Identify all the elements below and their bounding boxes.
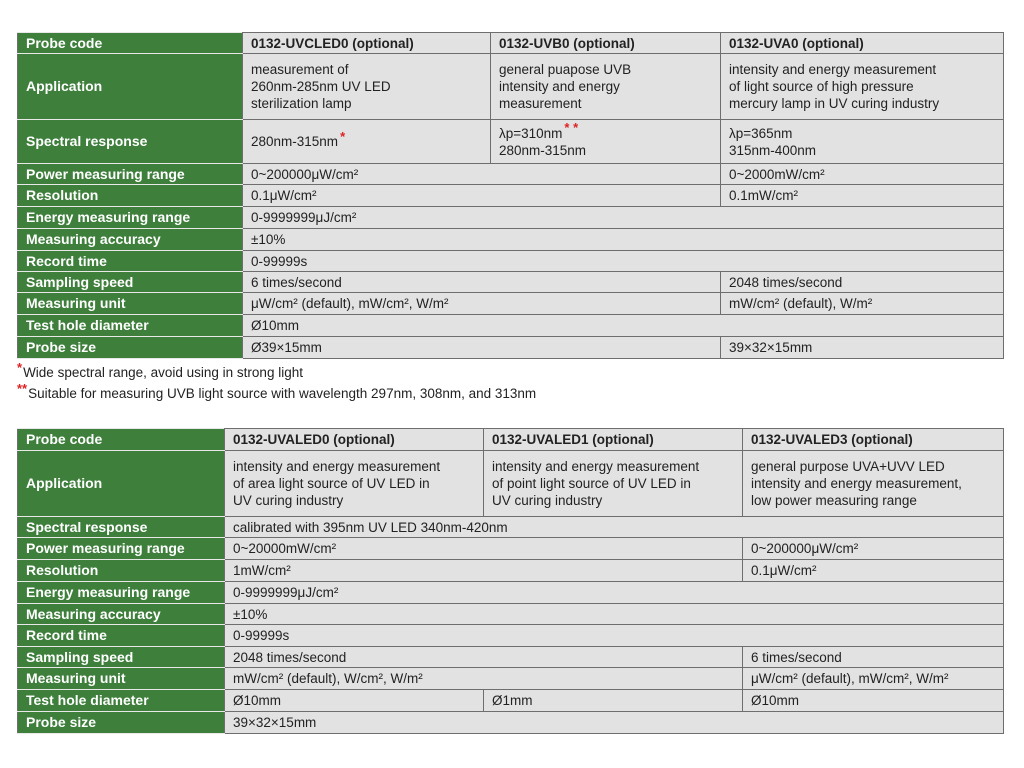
cell-text: λp=365nm 315nm-400nm bbox=[729, 125, 817, 158]
cell-text: general purpose UVA+UVV LED intensity and energy measurement, low power measuring range bbox=[751, 459, 962, 508]
spec-value-cell bbox=[243, 185, 721, 207]
asterisk-mark: ** bbox=[17, 380, 28, 396]
spec-value-cell bbox=[243, 315, 1004, 337]
spec-row bbox=[18, 429, 1004, 451]
cell-text: 0.1mW/cm² bbox=[729, 188, 798, 203]
cell-text: measurement of 260nm-285nm UV LED sterilization lamp bbox=[251, 62, 391, 111]
spec-row bbox=[18, 538, 1004, 560]
row-label: Energy measuring range bbox=[18, 582, 225, 604]
row-label: Record time bbox=[18, 251, 243, 272]
footnotes bbox=[17, 359, 537, 404]
asterisk-mark: * bbox=[340, 128, 346, 144]
row-label: Probe size bbox=[18, 712, 225, 734]
spec-value-cell bbox=[243, 229, 1004, 251]
spec-value-cell bbox=[743, 668, 1004, 690]
spec-value-cell bbox=[225, 560, 743, 582]
cell-text: intensity and energy measurement of point light source of UV LED in UV curing industry bbox=[492, 459, 700, 508]
spec-value-cell bbox=[484, 451, 743, 517]
cell-text: mW/cm² (default), W/cm², W/m² bbox=[233, 671, 423, 686]
spec-value-cell bbox=[491, 54, 721, 120]
spec-row bbox=[18, 185, 1004, 207]
row-label: Probe code bbox=[18, 429, 225, 451]
row-label: Test hole diameter bbox=[18, 315, 243, 337]
spec-value-cell bbox=[225, 690, 484, 712]
cell-text: ±10% bbox=[251, 232, 286, 247]
cell-text: 0~200000μW/cm² bbox=[751, 541, 859, 556]
spec-row bbox=[18, 315, 1004, 337]
footnote-text: Wide spectral range, avoid using in strong light bbox=[23, 365, 303, 380]
spec-row bbox=[18, 604, 1004, 625]
spec-value-cell bbox=[243, 272, 721, 293]
spec-value-cell bbox=[484, 690, 743, 712]
row-label: Record time bbox=[18, 625, 225, 647]
spec-value-cell bbox=[243, 293, 721, 315]
spec-value-cell bbox=[721, 54, 1004, 120]
probe-code-cell bbox=[225, 429, 484, 451]
row-label: Measuring unit bbox=[18, 668, 225, 690]
footnote-text: Suitable for measuring UVB light source with wavelength 297nm, 308nm, and 313nm bbox=[28, 386, 537, 401]
row-label: Measuring unit bbox=[18, 293, 243, 315]
spec-row bbox=[18, 120, 1004, 164]
spec-row bbox=[18, 647, 1004, 668]
cell-text: intensity and energy measurement of area light source of UV LED in UV curing industry bbox=[233, 459, 441, 508]
spec-value-cell bbox=[243, 54, 491, 120]
spec-value-cell bbox=[721, 293, 1004, 315]
spec-row bbox=[18, 207, 1004, 229]
cell-text: 0-99999s bbox=[251, 253, 308, 269]
cell-text: general puapose UVB intensity and energy measurement bbox=[499, 62, 632, 111]
row-label: Application bbox=[18, 54, 243, 120]
row-label: Measuring accuracy bbox=[18, 229, 243, 251]
probe-code-cell bbox=[491, 33, 721, 54]
spec-row bbox=[18, 451, 1004, 517]
spec-value-cell bbox=[243, 164, 721, 185]
spec-value-cell bbox=[721, 272, 1004, 293]
cell-text: 6 times/second bbox=[251, 274, 342, 290]
spec-row bbox=[18, 582, 1004, 604]
spec-row bbox=[18, 293, 1004, 315]
cell-text: Ø10mm bbox=[251, 318, 300, 333]
cell-text: 0~2000mW/cm² bbox=[729, 166, 825, 182]
spec-row bbox=[18, 251, 1004, 272]
spec-value-cell bbox=[243, 120, 491, 164]
spec-row bbox=[18, 625, 1004, 647]
row-label: Sampling speed bbox=[18, 647, 225, 668]
spec-value-cell bbox=[225, 582, 1004, 604]
spec-value-cell bbox=[243, 207, 1004, 229]
spec-value-cell bbox=[243, 337, 721, 359]
spec-value-cell bbox=[743, 647, 1004, 668]
spec-value-cell bbox=[743, 690, 1004, 712]
cell-text: 0.1μW/cm² bbox=[251, 188, 317, 203]
cell-text: Ø1mm bbox=[492, 693, 533, 708]
spec-value-cell bbox=[225, 451, 484, 517]
row-label: Test hole diameter bbox=[18, 690, 225, 712]
cell-text: calibrated with 395nm UV LED 340nm-420nm bbox=[233, 519, 508, 535]
cell-text: Ø10mm bbox=[233, 693, 282, 708]
spec-value-cell bbox=[225, 668, 743, 690]
probe-spec-table-2 bbox=[17, 428, 1004, 734]
cell-text: 0~20000mW/cm² bbox=[233, 541, 337, 556]
spec-row bbox=[18, 690, 1004, 712]
spec-value-cell bbox=[721, 164, 1004, 185]
row-label: Spectral response bbox=[18, 120, 243, 164]
cell-text: 0132-UVCLED0 (optional) bbox=[251, 35, 414, 51]
spec-row bbox=[18, 668, 1004, 690]
row-label: Application bbox=[18, 451, 225, 517]
cell-text: 2048 times/second bbox=[729, 274, 843, 290]
spec-row bbox=[18, 164, 1004, 185]
spec-value-cell bbox=[225, 625, 1004, 647]
spec-row bbox=[18, 337, 1004, 359]
footnote-2 bbox=[17, 380, 537, 404]
row-label: Resolution bbox=[18, 560, 225, 582]
cell-text: 0-99999s bbox=[233, 628, 290, 643]
cell-text: 2048 times/second bbox=[233, 649, 347, 665]
spec-value-cell bbox=[743, 560, 1004, 582]
spec-value-cell bbox=[225, 647, 743, 668]
cell-text: 1mW/cm² bbox=[233, 563, 291, 578]
cell-text: 39×32×15mm bbox=[233, 715, 317, 730]
cell-text: 6 times/second bbox=[751, 649, 842, 665]
cell-text: 0132-UVA0 (optional) bbox=[729, 35, 864, 51]
cell-text: 0.1μW/cm² bbox=[751, 563, 817, 578]
spec-value-cell bbox=[743, 538, 1004, 560]
cell-text: 0-9999999μJ/cm² bbox=[233, 585, 339, 600]
probe-code-cell bbox=[243, 33, 491, 54]
cell-text: Ø10mm bbox=[751, 693, 800, 708]
spec-value-cell bbox=[225, 712, 1004, 734]
cell-text: μW/cm² (default), mW/cm², W/m² bbox=[751, 671, 949, 686]
cell-text: 280nm-315nm bbox=[251, 134, 339, 149]
cell-text: ±10% bbox=[233, 606, 268, 622]
cell-text: 0132-UVB0 (optional) bbox=[499, 35, 635, 51]
spec-value-cell bbox=[721, 337, 1004, 359]
spec-value-cell bbox=[743, 451, 1004, 517]
cell-text: 280nm-315nm bbox=[499, 142, 587, 158]
spec-row bbox=[18, 517, 1004, 538]
spec-row bbox=[18, 33, 1004, 54]
spec-value-cell bbox=[721, 120, 1004, 164]
row-label: Energy measuring range bbox=[18, 207, 243, 229]
spec-value-cell bbox=[491, 120, 721, 164]
cell-text: 39×32×15mm bbox=[729, 340, 813, 355]
cell-text: intensity and energy measurement of light source of high pressure mercury lamp in UV curing industry bbox=[729, 62, 940, 111]
row-label: Resolution bbox=[18, 185, 243, 207]
row-label: Power measuring range bbox=[18, 164, 243, 185]
row-label: Sampling speed bbox=[18, 272, 243, 293]
spec-value-cell bbox=[721, 185, 1004, 207]
cell-text: 0132-UVALED3 (optional) bbox=[751, 432, 913, 447]
cell-text: 0~200000μW/cm² bbox=[251, 166, 359, 182]
spec-row bbox=[18, 712, 1004, 734]
row-label: Power measuring range bbox=[18, 538, 225, 560]
cell-text: mW/cm² (default), W/m² bbox=[729, 296, 873, 311]
row-label: Spectral response bbox=[18, 517, 225, 538]
probe-spec-table-1 bbox=[17, 32, 1004, 359]
row-label: Probe code bbox=[18, 33, 243, 54]
spec-value-cell bbox=[225, 517, 1004, 538]
probe-code-cell bbox=[743, 429, 1004, 451]
asterisk-mark: * * bbox=[564, 120, 579, 135]
cell-text: 0132-UVALED1 (optional) bbox=[492, 432, 654, 447]
probe-code-cell bbox=[484, 429, 743, 451]
row-label: Probe size bbox=[18, 337, 243, 359]
cell-text: 0-9999999μJ/cm² bbox=[251, 210, 357, 225]
spec-row bbox=[18, 229, 1004, 251]
cell-text: 0132-UVALED0 (optional) bbox=[233, 432, 395, 447]
probe-code-cell bbox=[721, 33, 1004, 54]
spec-value-cell bbox=[243, 251, 1004, 272]
cell-text: Ø39×15mm bbox=[251, 340, 322, 355]
asterisk-mark: * bbox=[17, 359, 23, 375]
cell-text: λp=310nm bbox=[499, 125, 563, 141]
footnote-1 bbox=[17, 359, 536, 383]
spec-row bbox=[18, 54, 1004, 120]
row-label: Measuring accuracy bbox=[18, 604, 225, 625]
spec-value-cell bbox=[225, 538, 743, 560]
cell-text: μW/cm² (default), mW/cm², W/m² bbox=[251, 296, 449, 311]
spec-row bbox=[18, 272, 1004, 293]
spec-value-cell bbox=[225, 604, 1004, 625]
spec-row bbox=[18, 560, 1004, 582]
